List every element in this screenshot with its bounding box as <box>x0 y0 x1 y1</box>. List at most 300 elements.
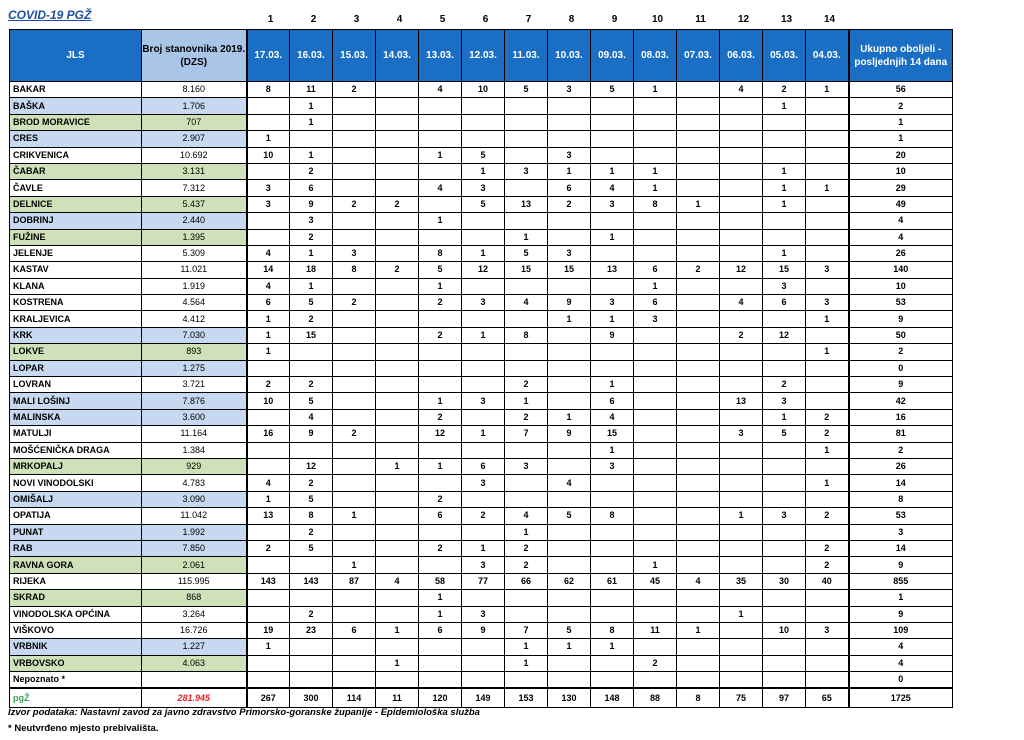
case-cell: 35 <box>720 573 763 589</box>
case-cell <box>376 114 419 130</box>
population-cell: 10.692 <box>142 147 247 163</box>
case-cell <box>333 163 376 179</box>
case-cell <box>505 131 548 147</box>
sum-cell: 130 <box>548 688 591 708</box>
case-cell: 6 <box>634 295 677 311</box>
case-cell: 7 <box>505 426 548 442</box>
population-cell: 7.312 <box>142 180 247 196</box>
header-population: Broj stanovnika 2019. (DZS) <box>142 30 247 82</box>
case-cell <box>376 327 419 343</box>
case-cell: 5 <box>505 82 548 98</box>
case-cell <box>591 672 634 689</box>
case-cell <box>290 590 333 606</box>
case-cell <box>548 557 591 573</box>
total-cell: 4 <box>849 229 953 245</box>
case-cell <box>462 360 505 376</box>
population-cell: 115.995 <box>142 573 247 589</box>
case-cell: 3 <box>247 180 290 196</box>
case-cell <box>376 180 419 196</box>
case-cell <box>634 458 677 474</box>
population-cell: 1.227 <box>142 639 247 655</box>
case-cell <box>247 590 290 606</box>
case-cell: 23 <box>290 622 333 638</box>
case-cell <box>806 163 849 179</box>
total-cell: 81 <box>849 426 953 442</box>
case-cell <box>247 655 290 671</box>
table-row <box>10 491 953 507</box>
table-row <box>10 508 953 524</box>
case-cell: 6 <box>548 180 591 196</box>
case-cell <box>505 147 548 163</box>
case-cell <box>677 524 720 540</box>
case-cell: 3 <box>462 180 505 196</box>
case-cell <box>591 213 634 229</box>
sum-cell: 120 <box>419 688 462 708</box>
case-cell <box>548 327 591 343</box>
case-cell: 2 <box>290 377 333 393</box>
population-cell: 4.063 <box>142 655 247 671</box>
case-cell <box>548 590 591 606</box>
case-cell <box>806 360 849 376</box>
case-cell: 1 <box>419 213 462 229</box>
case-cell: 3 <box>462 557 505 573</box>
population-cell: 1.384 <box>142 442 247 458</box>
case-cell <box>677 409 720 425</box>
case-cell <box>376 131 419 147</box>
case-cell <box>591 655 634 671</box>
population-cell: 707 <box>142 114 247 130</box>
case-cell: 1 <box>505 393 548 409</box>
case-cell: 4 <box>247 475 290 491</box>
case-cell <box>677 491 720 507</box>
case-cell: 4 <box>376 573 419 589</box>
case-cell <box>763 442 806 458</box>
case-cell <box>763 213 806 229</box>
case-cell: 8 <box>247 82 290 98</box>
case-cell: 2 <box>290 311 333 327</box>
case-cell: 2 <box>290 606 333 622</box>
table-row <box>10 524 953 540</box>
table-row <box>10 639 953 655</box>
population-cell: 4.564 <box>142 295 247 311</box>
municipality-name: JELENJE <box>10 245 142 261</box>
case-cell <box>634 393 677 409</box>
total-population: 281.945 <box>142 688 247 708</box>
table-row <box>10 426 953 442</box>
case-cell: 5 <box>462 196 505 212</box>
total-cell: 8 <box>849 491 953 507</box>
case-cell <box>247 114 290 130</box>
case-cell: 1 <box>548 409 591 425</box>
case-cell: 1 <box>763 163 806 179</box>
table-row <box>10 606 953 622</box>
case-cell: 1 <box>505 524 548 540</box>
case-cell <box>806 377 849 393</box>
case-cell: 58 <box>419 573 462 589</box>
case-cell <box>763 606 806 622</box>
case-cell: 1 <box>505 639 548 655</box>
case-cell: 8 <box>634 196 677 212</box>
case-cell <box>677 393 720 409</box>
case-cell: 3 <box>591 295 634 311</box>
population-cell: 2.907 <box>142 131 247 147</box>
case-cell: 4 <box>247 278 290 294</box>
sum-cell: 8 <box>677 688 720 708</box>
case-cell <box>462 672 505 689</box>
case-cell: 4 <box>591 180 634 196</box>
case-cell <box>505 213 548 229</box>
population-cell: 2.440 <box>142 213 247 229</box>
case-cell <box>376 245 419 261</box>
case-cell <box>376 344 419 360</box>
case-cell <box>419 655 462 671</box>
case-cell <box>376 393 419 409</box>
municipality-name: BAKAR <box>10 82 142 98</box>
case-cell: 3 <box>505 458 548 474</box>
case-cell: 1 <box>677 622 720 638</box>
case-cell <box>591 98 634 114</box>
table-row <box>10 557 953 573</box>
case-cell <box>247 163 290 179</box>
case-cell: 1 <box>247 131 290 147</box>
case-cell <box>505 475 548 491</box>
case-cell: 1 <box>720 606 763 622</box>
case-cell <box>548 213 591 229</box>
case-cell <box>634 590 677 606</box>
case-cell: 1 <box>419 590 462 606</box>
case-cell: 1 <box>290 114 333 130</box>
table-row <box>10 262 953 278</box>
total-cell: 1 <box>849 590 953 606</box>
sum-cell: 11 <box>376 688 419 708</box>
case-cell: 1 <box>247 344 290 360</box>
total-cell: 10 <box>849 278 953 294</box>
case-cell <box>548 524 591 540</box>
case-cell: 5 <box>591 82 634 98</box>
case-cell: 2 <box>376 262 419 278</box>
case-cell: 6 <box>247 295 290 311</box>
sum-cell: 97 <box>763 688 806 708</box>
case-cell <box>763 344 806 360</box>
municipality-name: KRALJEVICA <box>10 311 142 327</box>
case-cell: 10 <box>763 622 806 638</box>
case-cell <box>505 344 548 360</box>
case-cell <box>505 360 548 376</box>
total-cell: 9 <box>849 377 953 393</box>
case-cell: 2 <box>247 540 290 556</box>
sum-cell: 267 <box>247 688 290 708</box>
case-cell <box>419 311 462 327</box>
day-number-row <box>0 14 1024 30</box>
case-cell <box>548 377 591 393</box>
case-cell: 3 <box>806 295 849 311</box>
case-cell: 1 <box>591 639 634 655</box>
case-cell <box>333 229 376 245</box>
case-cell: 15 <box>505 262 548 278</box>
case-cell <box>806 393 849 409</box>
population-cell: 1.395 <box>142 229 247 245</box>
table-row <box>10 458 953 474</box>
total-cell: 4 <box>849 639 953 655</box>
case-cell <box>763 360 806 376</box>
case-cell <box>763 672 806 689</box>
case-cell: 3 <box>591 458 634 474</box>
case-cell: 2 <box>290 524 333 540</box>
case-cell <box>677 540 720 556</box>
case-cell: 2 <box>333 82 376 98</box>
case-cell: 1 <box>591 442 634 458</box>
case-cell <box>290 344 333 360</box>
case-cell: 1 <box>505 655 548 671</box>
case-cell: 143 <box>247 573 290 589</box>
header-date: 05.03. <box>763 30 806 82</box>
case-cell <box>634 540 677 556</box>
case-cell <box>677 672 720 689</box>
table-row <box>10 213 953 229</box>
case-cell <box>763 655 806 671</box>
case-cell: 4 <box>591 409 634 425</box>
table-row <box>10 622 953 638</box>
case-cell: 1 <box>419 278 462 294</box>
municipality-name: MRKOPALJ <box>10 458 142 474</box>
table-row <box>10 590 953 606</box>
case-cell: 6 <box>290 180 333 196</box>
case-cell: 1 <box>720 508 763 524</box>
case-cell: 4 <box>419 82 462 98</box>
day-number: 9 <box>611 14 618 25</box>
municipality-name: KLANA <box>10 278 142 294</box>
case-cell: 5 <box>290 491 333 507</box>
total-cell: 49 <box>849 196 953 212</box>
case-cell <box>333 131 376 147</box>
population-cell: 11.164 <box>142 426 247 442</box>
case-cell <box>419 196 462 212</box>
case-cell: 11 <box>634 622 677 638</box>
case-cell <box>763 540 806 556</box>
case-cell <box>634 344 677 360</box>
case-cell <box>591 131 634 147</box>
case-cell: 3 <box>247 196 290 212</box>
case-cell: 3 <box>505 163 548 179</box>
municipality-name: FUŽINE <box>10 229 142 245</box>
table-row <box>10 475 953 491</box>
municipality-name: LOPAR <box>10 360 142 376</box>
case-cell <box>376 672 419 689</box>
case-cell <box>591 475 634 491</box>
case-cell <box>462 442 505 458</box>
case-cell <box>806 196 849 212</box>
case-cell <box>634 639 677 655</box>
case-cell: 1 <box>247 311 290 327</box>
case-cell: 10 <box>247 393 290 409</box>
case-cell: 1 <box>419 606 462 622</box>
table-row <box>10 672 953 689</box>
case-cell <box>290 131 333 147</box>
case-cell: 1 <box>634 82 677 98</box>
case-cell <box>634 360 677 376</box>
case-cell <box>806 524 849 540</box>
case-cell <box>419 475 462 491</box>
case-cell: 61 <box>591 573 634 589</box>
case-cell: 2 <box>806 557 849 573</box>
case-cell <box>763 590 806 606</box>
case-cell <box>333 98 376 114</box>
case-cell <box>290 442 333 458</box>
population-cell: 11.021 <box>142 262 247 278</box>
day-number: 8 <box>568 14 575 25</box>
case-cell: 16 <box>247 426 290 442</box>
case-cell <box>720 639 763 655</box>
total-cell: 2 <box>849 98 953 114</box>
case-cell <box>720 163 763 179</box>
case-cell: 2 <box>806 508 849 524</box>
case-cell: 2 <box>677 262 720 278</box>
case-cell: 1 <box>763 180 806 196</box>
day-number: 2 <box>310 14 317 25</box>
population-cell: 1.275 <box>142 360 247 376</box>
case-cell <box>376 278 419 294</box>
case-cell <box>462 590 505 606</box>
case-cell <box>333 442 376 458</box>
municipality-name: DELNICE <box>10 196 142 212</box>
case-cell: 4 <box>247 245 290 261</box>
case-cell <box>634 508 677 524</box>
case-cell <box>720 114 763 130</box>
case-cell: 4 <box>720 82 763 98</box>
case-cell: 2 <box>290 229 333 245</box>
table-row <box>10 344 953 360</box>
header-date: 13.03. <box>419 30 462 82</box>
municipality-name: MOŠĆENIČKA DRAGA <box>10 442 142 458</box>
population-cell: 893 <box>142 344 247 360</box>
case-cell: 2 <box>505 409 548 425</box>
case-cell: 12 <box>462 262 505 278</box>
case-cell <box>806 98 849 114</box>
municipality-name: KRK <box>10 327 142 343</box>
case-cell <box>720 196 763 212</box>
case-cell <box>677 344 720 360</box>
case-cell: 2 <box>505 540 548 556</box>
case-cell <box>677 590 720 606</box>
case-cell <box>333 458 376 474</box>
population-cell: 7.876 <box>142 393 247 409</box>
case-cell <box>548 672 591 689</box>
case-cell: 5 <box>290 295 333 311</box>
population-cell: 5.309 <box>142 245 247 261</box>
table-row <box>10 311 953 327</box>
case-cell <box>548 344 591 360</box>
table-row <box>10 360 953 376</box>
case-cell <box>634 426 677 442</box>
case-cell <box>376 540 419 556</box>
population-cell: 1.992 <box>142 524 247 540</box>
sum-cell: 88 <box>634 688 677 708</box>
case-cell: 2 <box>419 409 462 425</box>
case-cell <box>462 409 505 425</box>
case-cell <box>419 98 462 114</box>
case-cell <box>376 590 419 606</box>
case-cell: 2 <box>806 540 849 556</box>
total-cell: 1 <box>849 131 953 147</box>
case-cell <box>333 540 376 556</box>
case-cell <box>720 475 763 491</box>
municipality-name: VRBNIK <box>10 639 142 655</box>
case-cell <box>720 524 763 540</box>
case-cell: 6 <box>591 393 634 409</box>
case-cell <box>462 98 505 114</box>
case-cell <box>634 327 677 343</box>
case-cell: 1 <box>548 311 591 327</box>
case-cell: 45 <box>634 573 677 589</box>
case-cell <box>806 655 849 671</box>
case-cell <box>806 213 849 229</box>
case-cell: 10 <box>462 82 505 98</box>
case-cell <box>419 114 462 130</box>
case-cell <box>419 672 462 689</box>
case-cell: 3 <box>806 622 849 638</box>
case-cell: 1 <box>419 458 462 474</box>
case-cell <box>591 344 634 360</box>
case-cell: 3 <box>462 606 505 622</box>
case-cell <box>419 131 462 147</box>
case-cell <box>720 540 763 556</box>
municipality-name: Nepoznato * <box>10 672 142 689</box>
case-cell <box>591 491 634 507</box>
case-cell <box>677 98 720 114</box>
case-cell <box>677 639 720 655</box>
case-cell: 1 <box>290 245 333 261</box>
population-cell: 2.061 <box>142 557 247 573</box>
case-cell <box>634 131 677 147</box>
case-cell <box>806 606 849 622</box>
municipality-name: OMIŠALJ <box>10 491 142 507</box>
case-cell <box>247 229 290 245</box>
case-cell: 2 <box>505 377 548 393</box>
case-cell <box>677 360 720 376</box>
population-cell: 3.264 <box>142 606 247 622</box>
case-cell <box>806 590 849 606</box>
case-cell: 6 <box>419 508 462 524</box>
case-cell: 9 <box>462 622 505 638</box>
table-row <box>10 540 953 556</box>
header-date: 12.03. <box>462 30 505 82</box>
case-cell: 2 <box>720 327 763 343</box>
case-cell <box>591 606 634 622</box>
case-cell <box>505 590 548 606</box>
case-cell <box>677 311 720 327</box>
population-cell: 3.090 <box>142 491 247 507</box>
case-cell: 1 <box>247 639 290 655</box>
population-cell: 16.726 <box>142 622 247 638</box>
covid-table <box>9 29 953 708</box>
table-row <box>10 573 953 589</box>
header-date: 08.03. <box>634 30 677 82</box>
case-cell <box>634 442 677 458</box>
case-cell <box>591 147 634 163</box>
case-cell <box>677 377 720 393</box>
day-number: 7 <box>525 14 532 25</box>
case-cell <box>591 590 634 606</box>
case-cell <box>462 131 505 147</box>
sum-cell: 75 <box>720 688 763 708</box>
grand-total: 1725 <box>849 688 953 708</box>
case-cell: 1 <box>763 409 806 425</box>
case-cell <box>419 360 462 376</box>
municipality-name: KASTAV <box>10 262 142 278</box>
case-cell <box>634 524 677 540</box>
case-cell <box>462 344 505 360</box>
total-cell: 0 <box>849 672 953 689</box>
